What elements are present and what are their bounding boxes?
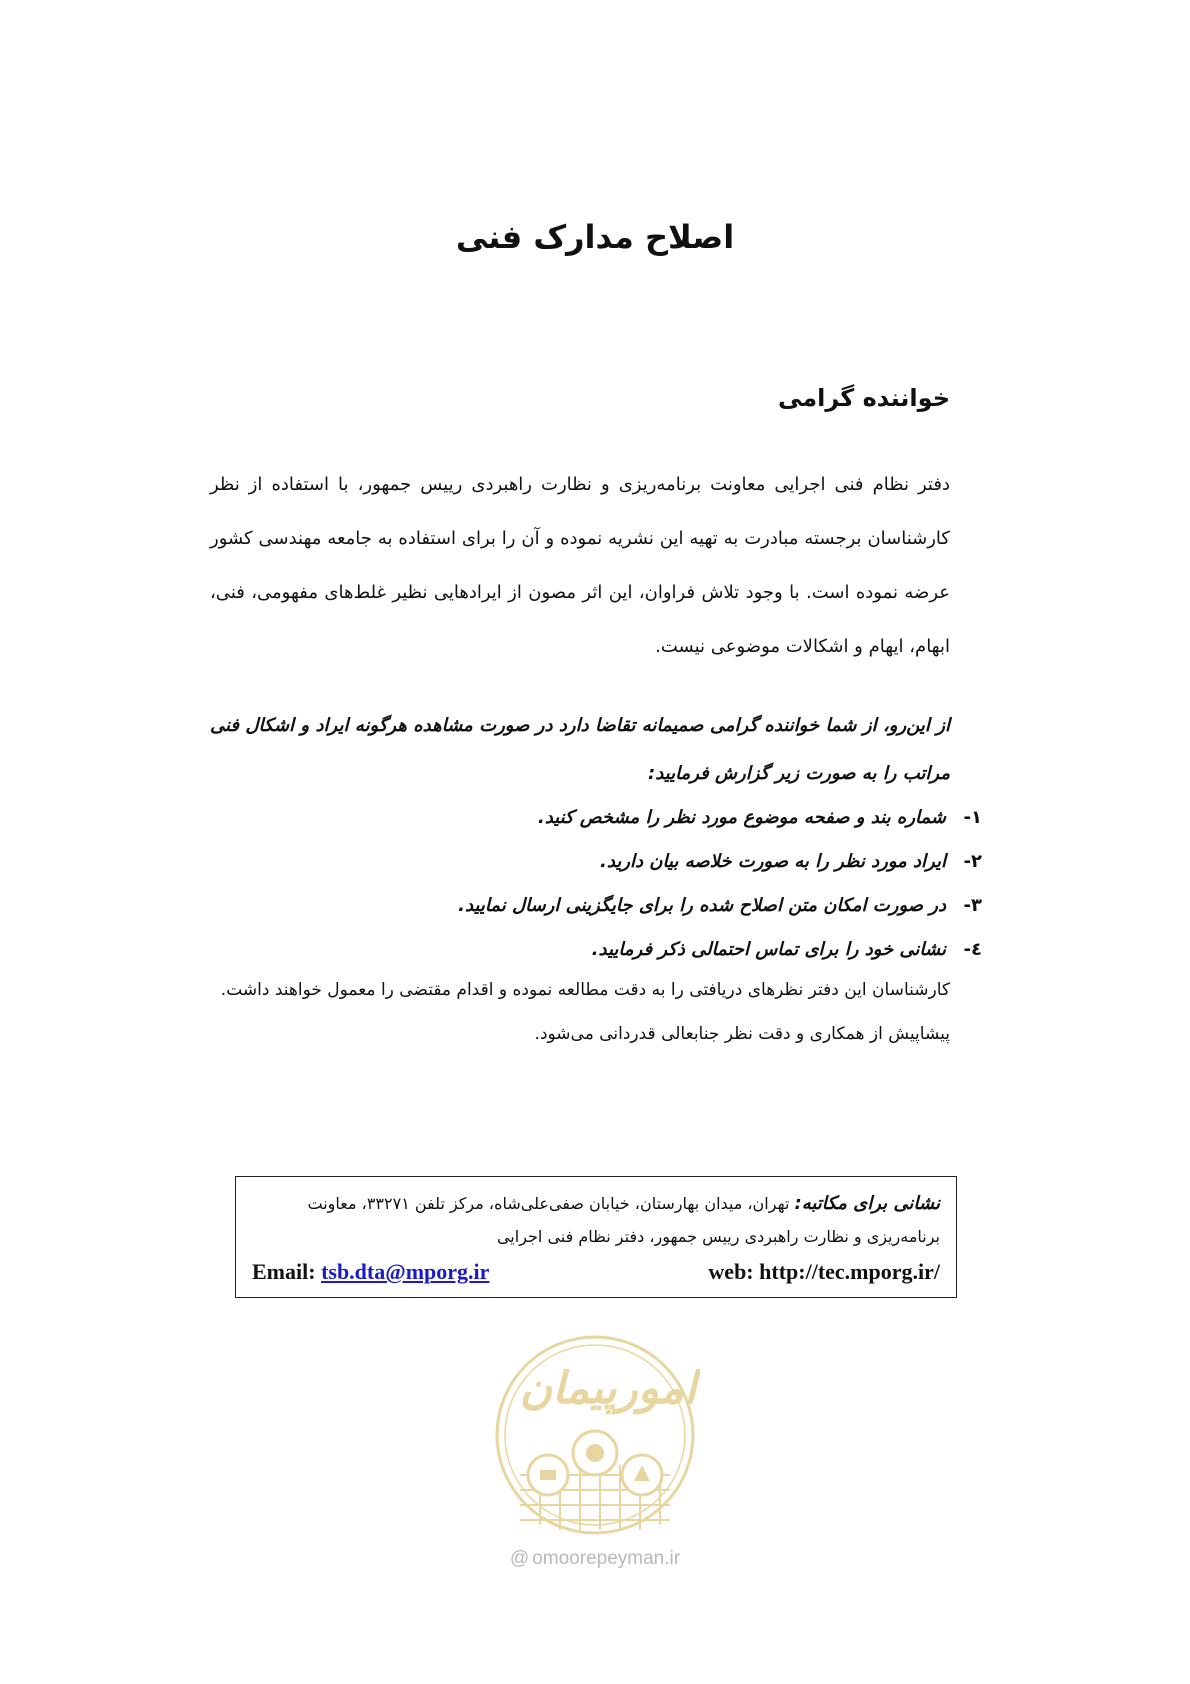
intro-paragraph: دفتر نظام فنی اجرایی معاونت برنامه‌ریزی و نظارت راهبردی رییس جمهور، با استفاده از نظر کارشناسان برجسته مبادرت به تهیه این نشریه نموده و آن را برای استفاده به جامعه مهندسی کشور عرضه نموده است. با وجود تلاش فراوان، این اثر مصون از ایرادهایی نظیر غلط‌های مفهومی، فنی، ابهام، ایهام و اشکالات موضوعی نیست. bbox=[210, 474, 950, 657]
watermark-text: omoorepeyman.ir bbox=[532, 1548, 681, 1569]
list-item-number: ۳- bbox=[963, 895, 982, 916]
web-address[interactable]: http://tec.mporg.ir/ bbox=[759, 1259, 940, 1284]
closing-line-1: کارشناسان این دفتر نظرهای دریافتی را به دقت مطالعه نموده و اقدام مقتضی را معمول خواهند داشت. bbox=[220, 980, 950, 1000]
address-line-2: برنامه‌ریزی و نظارت راهبردی رییس جمهور، دفتر نظام فنی اجرایی bbox=[496, 1227, 940, 1246]
greeting-heading: خواننده گرامی bbox=[777, 384, 950, 412]
omoorepeyman-logo bbox=[490, 1325, 700, 1555]
contact-links-row bbox=[252, 1255, 940, 1288]
address-label: نشانی برای مکاتبه: bbox=[794, 1193, 940, 1214]
email-link[interactable]: tsb.dta@mporg.ir bbox=[321, 1259, 490, 1284]
closing-text bbox=[190, 968, 950, 1056]
at-icon: @ bbox=[509, 1548, 530, 1569]
list-item bbox=[242, 840, 982, 884]
list-item-number: ٤- bbox=[963, 939, 982, 960]
report-instructions-list bbox=[242, 796, 982, 972]
logo-gears-icon bbox=[528, 1431, 662, 1495]
list-item-text: شماره بند و صفحه موضوع مورد نظر را مشخص کنید. bbox=[537, 807, 946, 828]
list-item-text: در صورت امکان متن اصلاح شده را برای جایگزینی ارسال نمایید. bbox=[458, 895, 946, 916]
email-label: Email: bbox=[252, 1259, 316, 1284]
list-item bbox=[242, 928, 982, 972]
list-item bbox=[242, 884, 982, 928]
address-text-1: تهران، میدان بهارستان، خیابان صفی‌علی‌شاه، مرکز تلفن ۳۳۲۷۱، معاونت bbox=[307, 1194, 790, 1213]
page-title: اصلاح مدارک فنی bbox=[455, 218, 735, 256]
list-item-text: ایراد مورد نظر را به صورت خلاصه بیان دارید. bbox=[600, 851, 946, 872]
closing-line-2: پیشاپیش از همکاری و دقت نظر جنابعالی قدردانی می‌شود. bbox=[534, 1024, 950, 1044]
list-item-text: نشانی خود را برای تماس احتمالی ذکر فرمایید. bbox=[591, 939, 946, 960]
web-label: web: bbox=[708, 1259, 754, 1284]
list-item-number: ۲- bbox=[963, 851, 982, 872]
logo-wordmark: امورپیمان bbox=[519, 1363, 697, 1414]
web-entry bbox=[708, 1255, 940, 1288]
list-item bbox=[242, 796, 982, 840]
list-item-number: ۱- bbox=[963, 807, 982, 828]
email-entry bbox=[252, 1255, 489, 1288]
contact-box bbox=[235, 1176, 957, 1298]
address-line-1 bbox=[252, 1187, 940, 1220]
website-watermark bbox=[0, 1548, 1190, 1570]
request-paragraph: از این‌رو، از شما خواننده گرامی صمیمانه تقاضا دارد در صورت مشاهده هرگونه ایراد و اشکال فنی مراتب را به صورت زیر گزارش فرمایید: bbox=[210, 715, 950, 784]
